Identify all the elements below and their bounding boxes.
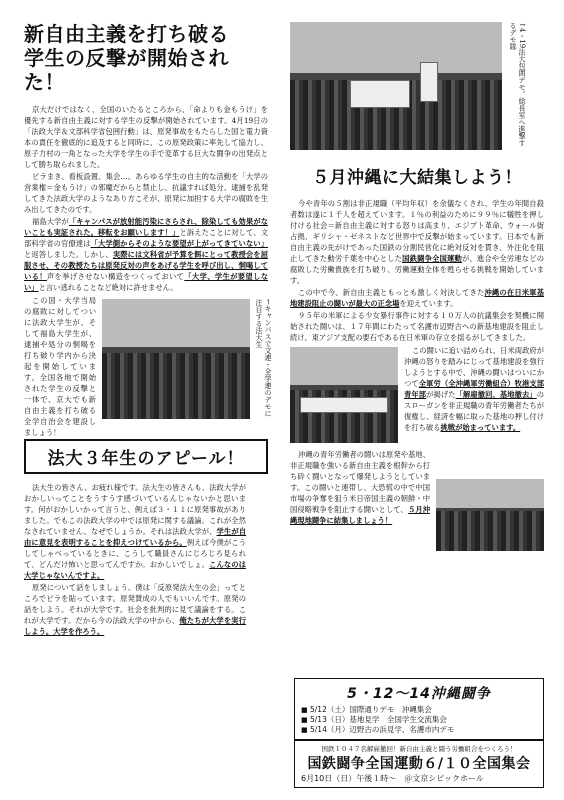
photo-crowd [436, 511, 544, 551]
emphasis: こんなのは大学じゃないんですよ。 [24, 560, 246, 580]
article3-p2 [290, 287, 544, 309]
emphasis: 沖縄の在日米軍基地建設阻止の闘いが最大の正念場 [290, 288, 545, 308]
text-span: と訴えたことに対して、文部科学省の官僚達は [24, 228, 269, 248]
article3-p4 [404, 345, 544, 433]
left-column [24, 22, 272, 638]
article3-p5 [290, 449, 430, 526]
photo-banner [420, 62, 438, 102]
article2-body [24, 482, 246, 637]
article2-headline: 法大３年生のアピール！ [24, 439, 268, 474]
rally-subtitle: 国鉄１０４７名解雇撤回！新自由主義と闘う労働組合をつくろう！ [321, 745, 517, 753]
emphasis: 全軍労（全沖縄軍労働組合）牧港支部青年部 [404, 379, 545, 399]
photo-crowd [102, 353, 250, 419]
text-span: を迎えています。 [399, 299, 458, 308]
photo-sky [102, 299, 250, 347]
emphasis: 「解雇撤回、基地撤去」 [455, 390, 537, 399]
text-span: のスローガンを非正規職の青年労働者たちが復権し、経済を幅に取った基地の押し付けを打ち破る [404, 390, 545, 432]
headline-line2: 学生の反撃が開始された！ [24, 46, 229, 94]
article2-p2 [24, 582, 246, 637]
article1-photo-block [24, 295, 272, 437]
text-span: この中で今、新自由主義ともっとも激しく対決してきた [298, 288, 485, 297]
article3-headline: ５月沖縄に大結集しよう！ [312, 168, 522, 188]
event-list [301, 705, 537, 735]
crowd-photo [436, 479, 544, 551]
article1-p4: この国・大学当局の腐敗に対してついに法政大学生が、そして福島大学生が、逮捕や処分の恫喝を打ち破り学内から決起を開始しています。全国各地で開始された学生の反撃と一体で、京大でも新自由主義を打ち破る全学自治会を建設しましょう！ [24, 296, 96, 437]
emphasis: 俺たちが大学を実行しよう。大学を作ろう。 [24, 616, 246, 636]
rally-date: 6月10日（日）午後１時〜 ＠文京シビックホール [301, 774, 484, 783]
demo-photo-caption: ↑4・19法大包囲デモ。総長室へ進撃するデモ隊 [509, 22, 526, 147]
text-span: 例えば今僕がこうしてしゃべっているときに、こうして職員さんにじろじろ見られて、どんだけ怖いと思ってんですか。おかしいでしょ。 [24, 538, 246, 569]
emphasis: 実際には文科省が予算を餌にとって教授会を屈服させ、その教授たちは原発反対の声をあげる学生を呼び出し、恫喝している！ [24, 250, 269, 281]
text-span: 法大生の皆さん、お疲れ様です。法大生の皆さんも、法政大学がおかしいってことをうすうす感づいているんじゃないかと思います。何がおかしいかって言うと、例えば３・１１に原発事故がありました。でもこの法政大学の中では原発に関する議論、これが全然なされていません。なぜでしょうか。それは法政大学が、 [24, 483, 246, 536]
article2-p1 [24, 482, 246, 581]
event-item: ■ 5/14（月）辺野古の浜見学、名護市内デモ [301, 725, 537, 735]
emphasis: 「大学側からそのような要望が上がってきていない」 [90, 239, 269, 248]
text-span: と言い逃れることなど絶対に許せません。 [38, 283, 178, 292]
emphasis: 学生が自由に意見を表明することを抑えつけているから。 [24, 527, 247, 547]
campus-photo [102, 299, 250, 419]
campus-photo-caption: ←キャンパスで文連・全学連のデモに注目する法大生 [255, 299, 272, 417]
article3-body [290, 198, 544, 343]
okinawa-event-box [294, 678, 544, 740]
text-span: この闘いに追い詰められ、日米両政府が沖縄の怒りを踏みにじって基地建設を強行しようとする中で、沖縄の闘いはついにかつて [404, 346, 544, 388]
text-span: 沖縄の青年労働者の闘いは原発や基地、非正規職を強いる新自由主義を根幹から打ち砕く闘いとなって爆発しようとしています。この闘いと連帯し、大恐慌の中で中国市場の争奪を狙う米日帝国主義の朝鮮・中国侵略戦争を阻止する闘いとして、 [290, 450, 430, 514]
text-span: が、進合や全労連などの腐敗した労働貴族を打ち破り、労働運動全体を甦らせる挑戦を開始しています。 [290, 254, 545, 285]
demo-photo [290, 22, 502, 150]
headline-line1: 新自由主義を打ち破る [24, 22, 229, 46]
rally-box [294, 740, 544, 788]
text-span: と返答しました。しかし、 [24, 250, 113, 259]
article3-p1 [290, 198, 544, 286]
emphasis: 「キャンパスが放射能汚染にさらされ、除染しても効果がないことも実証された。移転をお願いします！」 [24, 217, 268, 237]
right-column [290, 22, 544, 559]
emphasis: ５月沖縄現地闘争に結集しましょう！ [290, 505, 430, 525]
text-span: 福島大学が [32, 217, 69, 226]
article1-p3 [24, 216, 268, 293]
event-item: ■ 5/12（土）国際通りデモ 沖縄集会 [301, 705, 537, 715]
article1-body [24, 104, 268, 293]
photo-banner [350, 80, 410, 108]
photo-sky [436, 479, 544, 508]
emphasis: 「大学、学生が要望しない」 [24, 272, 268, 292]
crowd-photo-block [290, 449, 544, 559]
photo-banner [300, 397, 388, 413]
okinawa-photo-block [290, 345, 544, 445]
text-span: が掲げた [426, 390, 456, 399]
text-span: 原発について話をしましょう。僕は「反原発法大生の会」ってところでビラを貼っています。原発賛成の人でもいいんです。原発の話をしよう。それが大学です。社会を批判的に見て議論をする。これが大学です。だから今の法政大学の中から、 [24, 583, 246, 625]
event-title: 5・12〜14沖縄闘争 [347, 686, 491, 702]
text-span: 声を挙げさせない構造をつくっておいて [46, 272, 185, 281]
demo-photo-block [290, 22, 544, 152]
article3-p3: ９５年の米軍による少女暴行事件に対する１０万人の抗議集会を契機に開始された闘いは、１７年間にわたって名護市辺野古への新基地建設を阻止し続け、東アジア支配の要石である在日米軍の存立を揺るがしてきました。 [290, 311, 544, 342]
emphasis: 挑戦が始まっています。 [440, 423, 521, 432]
article1-headline [24, 22, 268, 94]
rally-title: 国鉄闘争全国運動６/１０全国集会 [307, 756, 531, 772]
article1-p1: 京大だけではなく、全国のいたるところから、「命よりも金もうけ」を優先する新自由主義に対する学生の反撃が開始されています。4月19日の「法政大学＆文部科学省包囲行動」は、原発事故をもたらした国と電力資本の責任を徹底的に追及すると同時に、この原発政策に率先して協力し、原子力村の一角となった大学を学生の手で変革する巨大な闘争の出発点として勝ち取られました。 [24, 105, 268, 169]
text-span: 今や青年の５割は非正規職（平均年収）を余儀なくされ、学生の年間自殺者数は遂に１千人を超えています。１％の利益のために９９％に犠牲を押し付ける社会＝新自由主義に対する怒りは高まり、エジプト革命、ウォール街占拠、ギリシャ・ゼネストなど世界中で反撃が始まっています。日本でも新自由主義の先がけであった国鉄の分割民営化に絶対反対を貫き、外注化を阻止してきた動労千葉を中心とした [290, 199, 544, 263]
article1-p2: ビラまき、看板設置、集会…。あらゆる学生の自主的な活動を「大学の営業権＝金もうけ」の邪魔だからと禁止し、抗議すれば処分、逮捕を乱発してきた法政大学のようなあり方こそが、原発に加担する大学の腐敗を生み出してきたのです。 [24, 172, 268, 214]
photo-sky [290, 22, 502, 73]
emphasis: 国鉄闘争全国運動 [402, 254, 462, 263]
event-item: ■ 5/13（日）基地見学 全国学生交流集会 [301, 715, 537, 725]
okinawa-photo [290, 347, 398, 443]
photo-sky [290, 347, 398, 385]
